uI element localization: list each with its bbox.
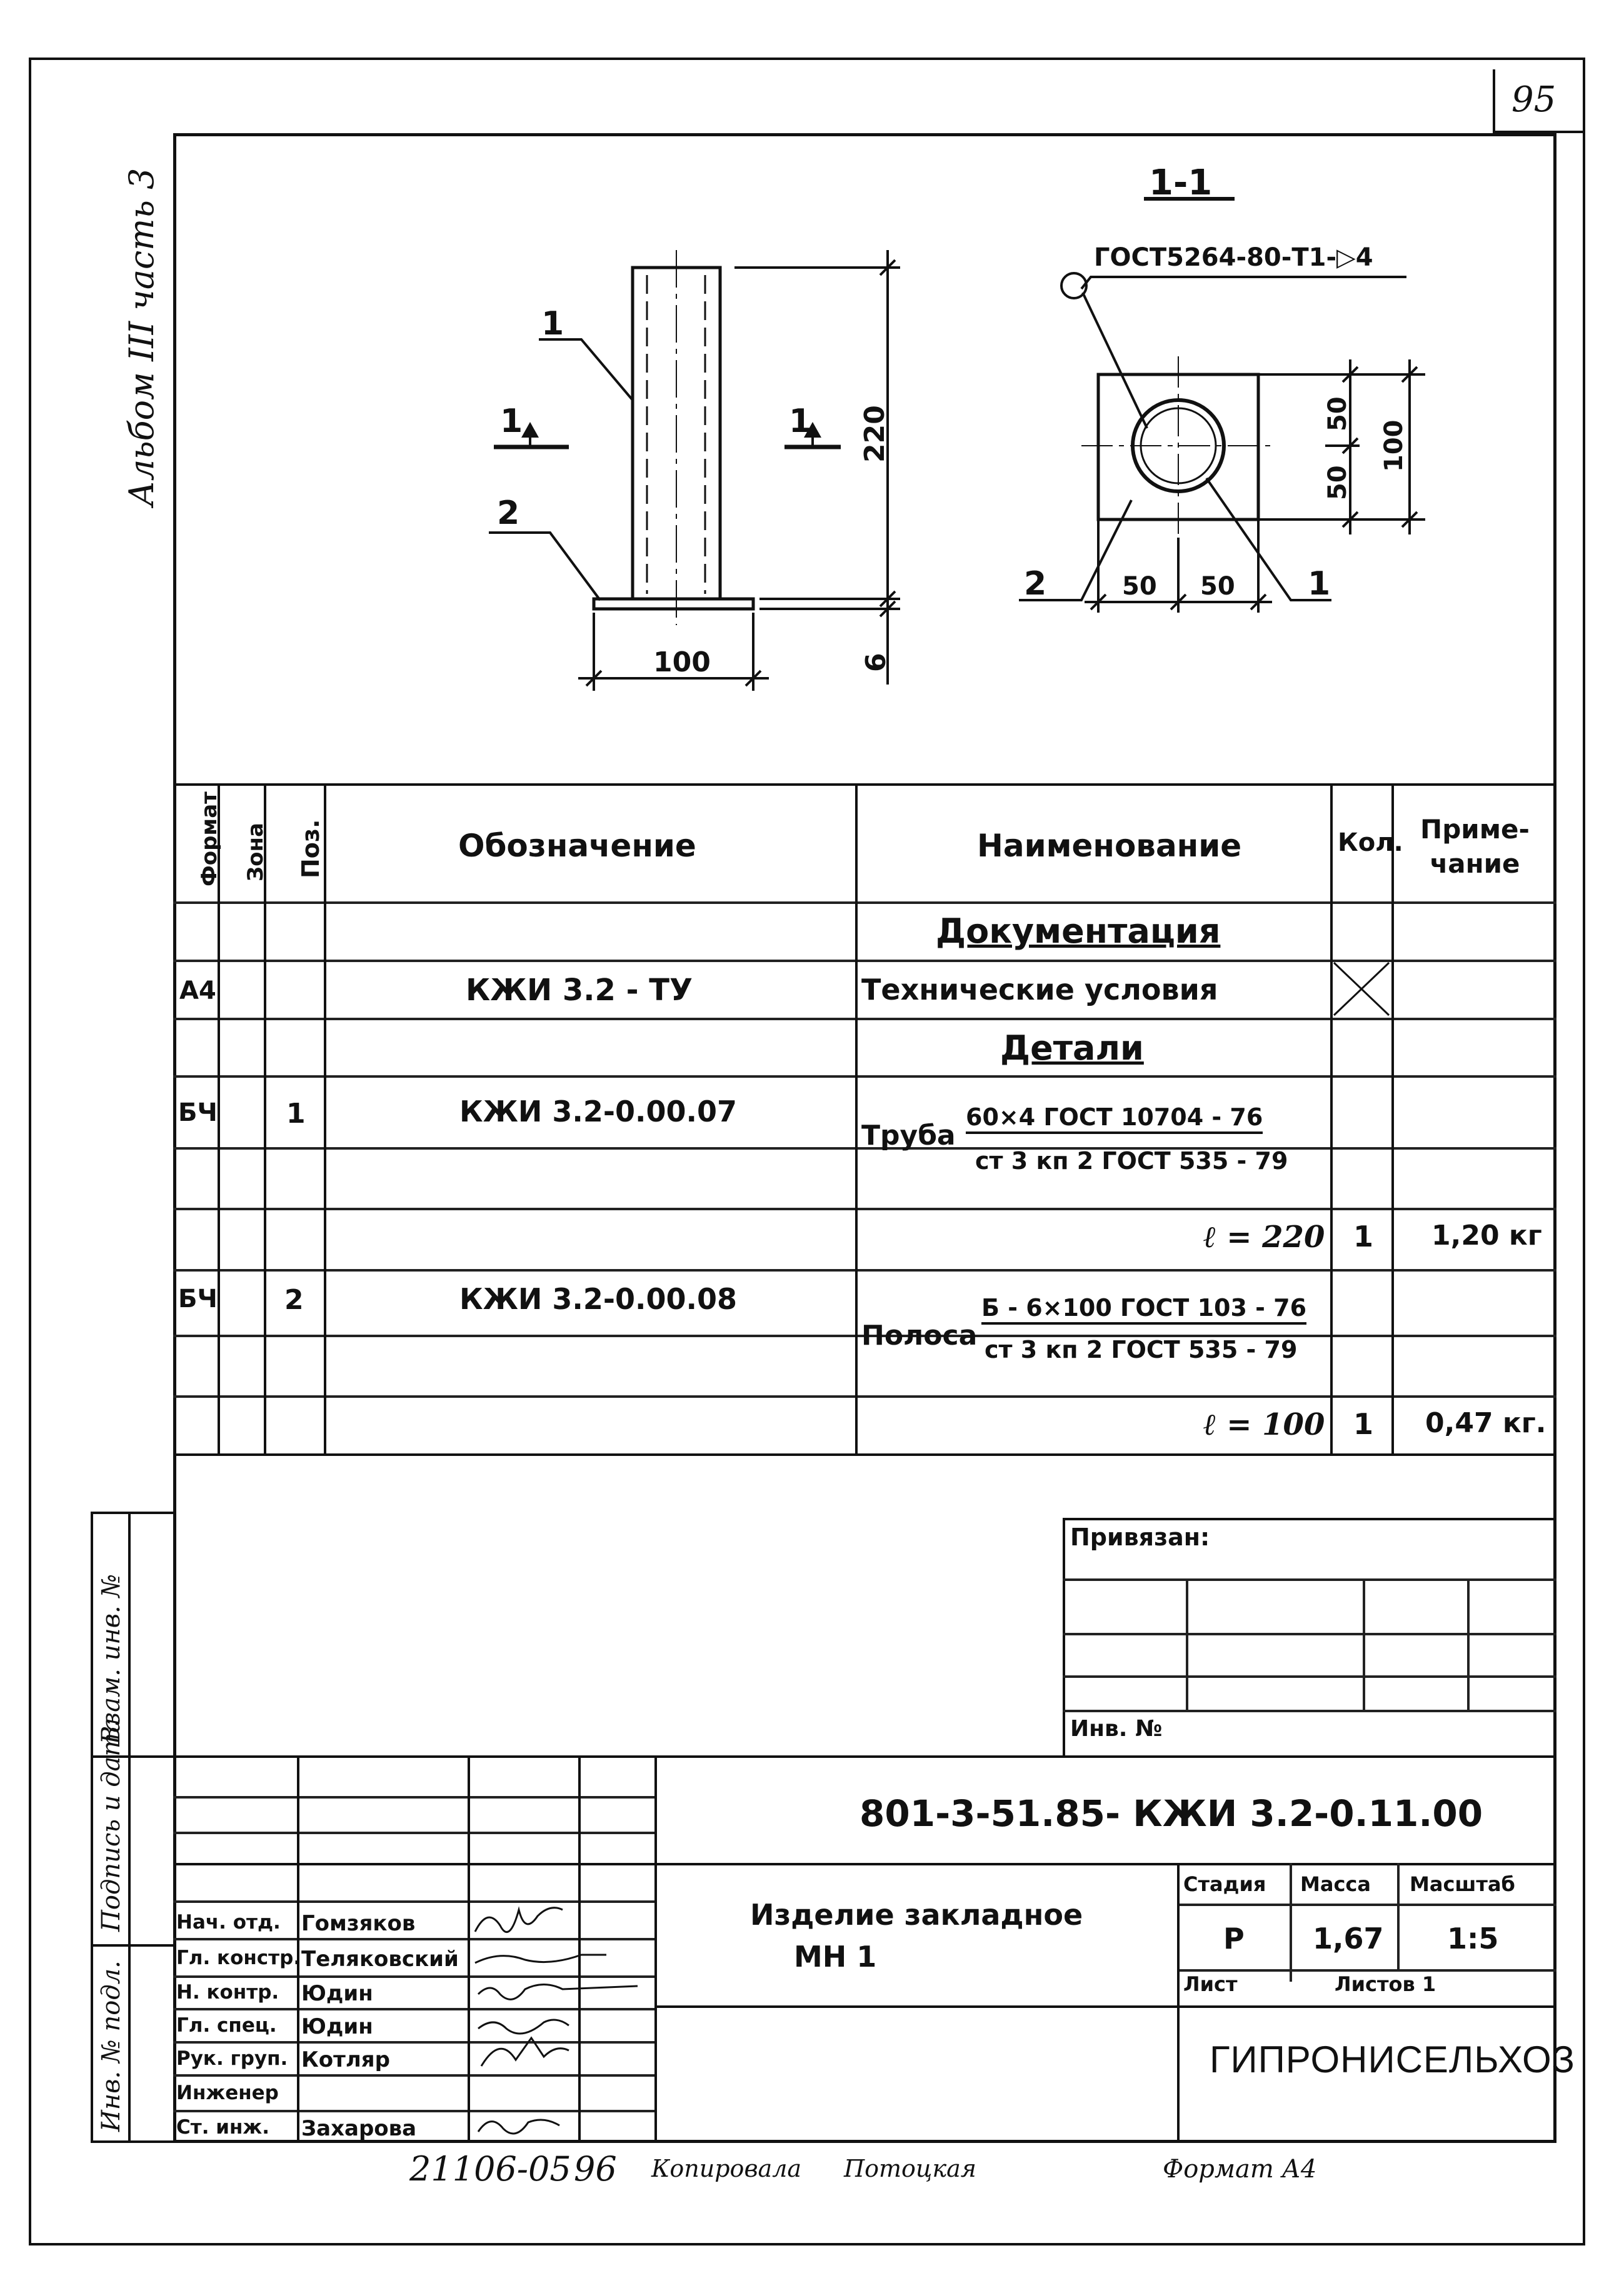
- header-name: Наименование: [977, 828, 1242, 864]
- stage-label: Стадия: [1183, 1872, 1266, 1896]
- product-name-line2: МН 1: [794, 1940, 877, 1974]
- stamp-vzam-inv: Взам. инв. №: [97, 1573, 126, 1744]
- scale-label: Масштаб: [1410, 1872, 1515, 1896]
- role-n-kontr: Н. контр.: [176, 1981, 279, 2004]
- cut-mark-right-label: 1: [789, 403, 812, 440]
- dim-50-upper: 50: [1323, 396, 1352, 431]
- row3-designation: КЖИ 3.2-0.00.08: [459, 1282, 737, 1316]
- row3-note: 0,47 кг.: [1425, 1407, 1546, 1439]
- stamp-inv-podl: Инв. № подл.: [97, 1960, 126, 2132]
- binding-inv-label: Инв. №: [1070, 1716, 1163, 1742]
- base-plate: [594, 599, 753, 609]
- header-format: Формат: [197, 791, 222, 886]
- row3-name-numerator: Б - 6×100 ГОСТ 103 - 76: [981, 1296, 1306, 1325]
- role-nach-otd: Нач. отд.: [176, 1911, 281, 1934]
- pipe-position-label: 1: [541, 305, 564, 343]
- section-details: Детали: [1000, 1028, 1144, 1068]
- row2-pos: 1: [286, 1098, 306, 1130]
- scale-value: 1:5: [1447, 1922, 1499, 1955]
- row3-length: ℓ = 100: [1203, 1407, 1325, 1442]
- role-st-inzh: Ст. инж.: [176, 2116, 270, 2139]
- name-telyakovsky: Теляковский: [301, 1947, 459, 1972]
- sheets-label: Листов 1: [1335, 1972, 1436, 1996]
- name-zakharova: Захарова: [301, 2116, 417, 2141]
- row2-designation: КЖИ 3.2-0.00.07: [459, 1095, 737, 1128]
- header-zone: Зона: [243, 823, 268, 881]
- row2-note: 1,20 кг: [1431, 1220, 1542, 1252]
- name-kotlyar: Котляр: [301, 2047, 390, 2072]
- section-title: 1-1: [1149, 163, 1213, 203]
- role-ruk-grup: Рук. груп.: [176, 2047, 288, 2070]
- footer-format: Формат А4: [1163, 2155, 1317, 2184]
- header-qty: Кол.: [1338, 828, 1403, 857]
- stage-value: Р: [1223, 1922, 1245, 1955]
- row3-name-prefix: Полоса: [861, 1320, 978, 1352]
- role-gl-spec: Гл. спец.: [176, 2014, 277, 2037]
- footer-copied-label: Копировала: [651, 2155, 802, 2182]
- name-gomzyakov: Гомзяков: [301, 1911, 416, 1936]
- binding-label: Привязан:: [1070, 1523, 1210, 1551]
- footer-copied-name: Потоцкая: [844, 2155, 976, 2182]
- row2-length: ℓ = 220: [1203, 1220, 1325, 1255]
- product-name-line1: Изделие закладное: [750, 1898, 1083, 1932]
- plate-position-label: 2: [497, 494, 520, 532]
- name-yudin-1: Юдин: [301, 1981, 373, 2006]
- row2-name-denominator: ст 3 кп 2 ГОСТ 535 - 79: [975, 1147, 1288, 1175]
- organization-name: ГИПРОНИСЕЛЬХОЗ: [1210, 2039, 1575, 2080]
- section-pipe-label: 1: [1308, 565, 1331, 603]
- section-documentation: Документация: [936, 911, 1221, 951]
- role-inzhener: Инженер: [176, 2082, 279, 2104]
- sheet-number: 95: [1511, 79, 1556, 120]
- row2-qty: 1: [1353, 1220, 1374, 1253]
- dim-height-220: 220: [859, 405, 891, 463]
- row1-designation: КЖИ 3.2 - ТУ: [466, 973, 693, 1008]
- row3-format: БЧ: [178, 1285, 218, 1313]
- row3-name-denominator: ст 3 кп 2 ГОСТ 535 - 79: [985, 1336, 1298, 1363]
- row3-pos: 2: [284, 1284, 304, 1316]
- weld-note: ГОСТ5264-80-Т1-▷4: [1094, 243, 1373, 272]
- mass-label: Масса: [1300, 1872, 1371, 1896]
- row1-format: А4: [179, 976, 216, 1005]
- row2-name-prefix: Труба: [861, 1120, 956, 1152]
- footer-number: 21106-05: [409, 2149, 571, 2189]
- dim-100-side: 100: [1380, 419, 1408, 472]
- dim-plate-6: 6: [860, 653, 892, 672]
- drawing-code: 801-3-51.85- КЖИ 3.2-0.11.00: [860, 1792, 1483, 1835]
- album-label: Альбом III часть 3: [122, 168, 161, 506]
- header-pos: Поз.: [297, 819, 324, 878]
- sheet-label: Лист: [1183, 1972, 1238, 1996]
- footer-page: 96: [574, 2149, 617, 2189]
- section-plate-label: 2: [1024, 565, 1047, 603]
- row3-qty: 1: [1353, 1407, 1374, 1441]
- header-designation: Обозначение: [458, 828, 696, 864]
- row2-format: БЧ: [178, 1098, 218, 1127]
- name-yudin-2: Юдин: [301, 2014, 373, 2039]
- row2-name-numerator: 60×4 ГОСТ 10704 - 76: [966, 1105, 1263, 1134]
- row1-name: Технические условия: [861, 973, 1218, 1006]
- dim-50-lower: 50: [1323, 465, 1352, 500]
- mass-value: 1,67: [1313, 1922, 1384, 1955]
- dim-50-right: 50: [1200, 572, 1235, 601]
- stamp-podpis-data: Подпись и дата: [97, 1717, 126, 1932]
- dim-width-100: 100: [653, 646, 711, 678]
- header-note: Приме- чание: [1420, 814, 1530, 879]
- dim-50-left: 50: [1122, 572, 1157, 601]
- cut-mark-left-label: 1: [500, 403, 523, 440]
- role-gl-konstr: Гл. констр.: [176, 1947, 301, 1969]
